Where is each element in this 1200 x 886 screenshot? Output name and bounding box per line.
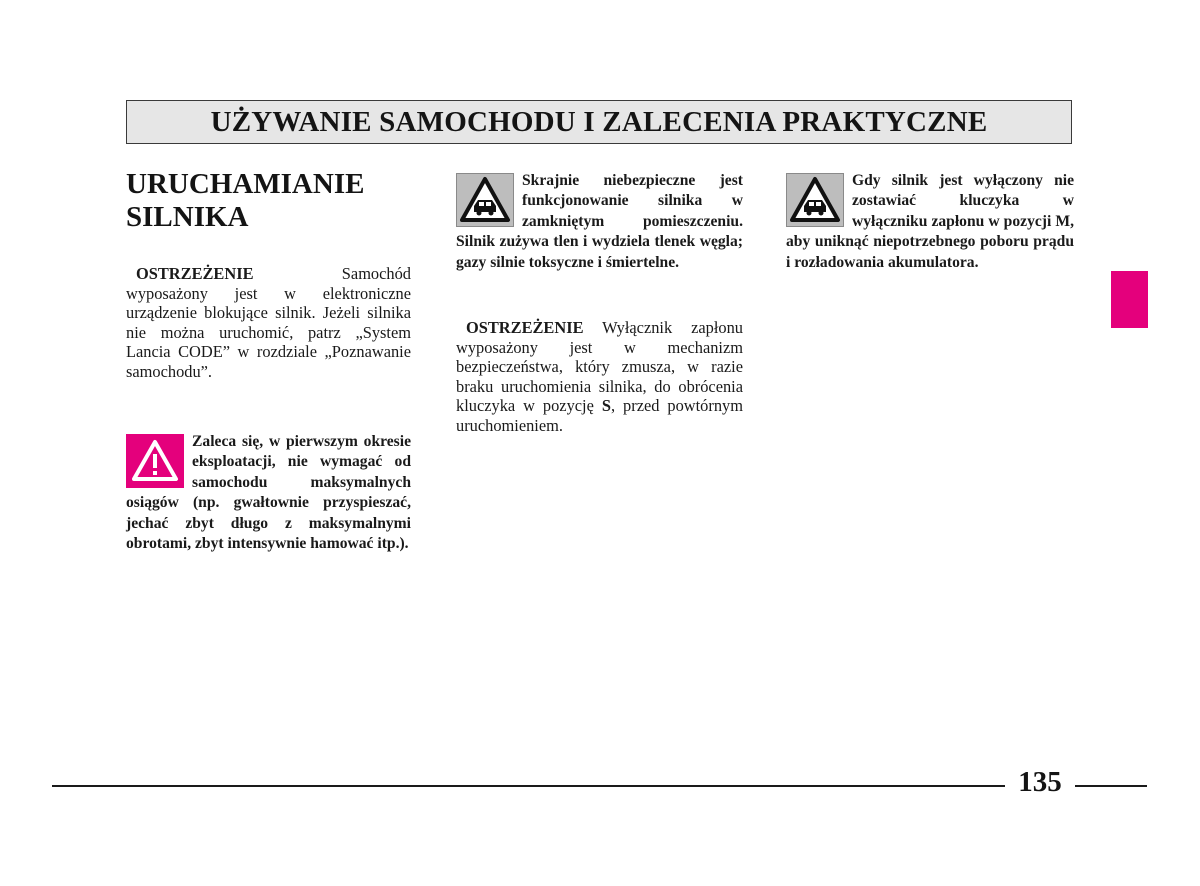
caution-text: Zaleca się, w pierwszym okresie eksploatacji, nie wymagać od samochodu maksymalnych osiągów (np. gwałtownie przyspieszać, jechać zbyt długo z maksymalnymi obrotami, zbyt intensywnie hamować itp.). (126, 433, 411, 553)
note-block-key (786, 171, 1074, 273)
warning-paragraph-ignition (456, 318, 743, 436)
page-number: 135 (1018, 766, 1062, 798)
warning-label: OSTRZEŻENIE (466, 318, 584, 337)
warning-text-part-a: Wyłącznik zapłonu wyposażony jest w mechanizm bezpieczeństwa, który zmusza, w razie braku uruchomienia silnika, do obrócenia kluczyka w pozycję (456, 318, 743, 416)
caution-block-run-in (126, 432, 411, 554)
section-title-line1: URUCHAMIANIE (126, 168, 365, 200)
section-title-line2: SILNIKA (126, 201, 249, 233)
note-text: Gdy silnik jest wyłączony nie zostawiać kluczyka w wyłączniku zapłonu w pozycji M, aby uniknąć niepotrzebnego poboru prądu i rozładowania akumulatora. (786, 172, 1074, 271)
section-title (126, 168, 416, 234)
footer-rule-left (52, 785, 1005, 787)
footer-rule-right (1075, 785, 1147, 787)
danger-block-enclosed-space (456, 171, 743, 273)
chapter-title: UŻYWANIE SAMOCHODU I ZALECENIA PRAKTYCZNE (210, 105, 988, 138)
warning-label: OSTRZEŻENIE (136, 264, 254, 283)
danger-text: Skrajnie niebezpieczne jest funkcjonowanie silnika w zamkniętym pomieszczeniu. Silnik zużywa tlen i wydziela tlenek węgla; gazy silnie toksyczne i śmiertelne. (456, 172, 743, 271)
warning-paragraph-immobilizer (126, 264, 411, 382)
chapter-tab-marker (1111, 271, 1148, 328)
warning-text: Samochód wyposażony jest w elektroniczne urządzenie blokujące silnik. Jeżeli silnika nie można uruchomić, patrz „System Lancia CODE” w rozdziale „Poznawanie samochodu”. (126, 264, 411, 381)
warning-text-part-b: , przed powtórnym uruchomieniem. (456, 396, 743, 435)
warning-triangle-icon (126, 434, 184, 488)
car-exhaust-warning-icon (456, 173, 514, 227)
car-warning-icon (786, 173, 844, 227)
key-position-s: S (601, 396, 611, 416)
chapter-header (126, 100, 1072, 144)
